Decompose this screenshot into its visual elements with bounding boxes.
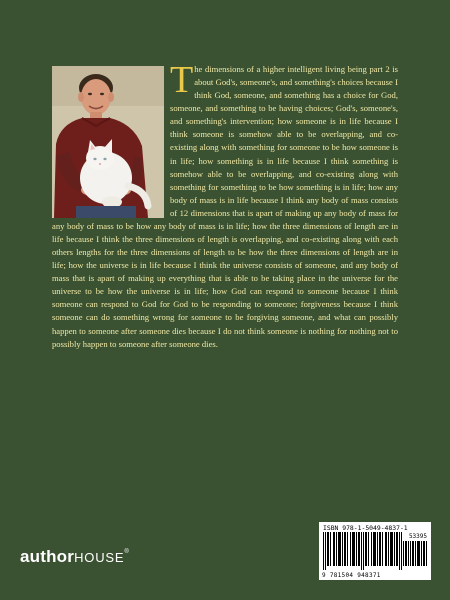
price-code: 53395	[408, 533, 427, 540]
registered-mark: ®	[124, 549, 129, 555]
barcode-bars	[323, 532, 403, 570]
barcode-digits: 9 781504 948371	[322, 572, 381, 579]
logo-house-text: HOUSE	[74, 550, 125, 565]
logo-author-text: author	[20, 547, 75, 566]
photo-spacer	[52, 63, 170, 219]
publisher-logo	[20, 547, 129, 567]
blurb-text: he dimensions of a higher intelligent living being part 2 is about God's, someone's, and something's choices because I think God, someone, and something has a choice for God, someone, and something to be having choices; God's, someone's, and something's intervention; how someone is in life because I think someone is somehow able to be overlapping, and co-existing along with something for someone to be how someone is in life; how something is in life because I think something is somehow able to be overlapping, and co-existing along with something for something to be how something is in life; how any body of mass is in life because I think any body of mass consists of 12 dimensions that is apart of making up any body of mass for any body of mass to be how any body of mass is in life; how the three dimensions of length are in life because I think the three dimensions of length is overlapping, and co-existing along with each others lengths for the three dimensions of length to be how the three dimensions of length are in life; how the universe is in life because I think the universe consists of someone, and any body of mass that is apart of making up everything that is able to be taking place in the universe for the universe to be how the universe is in life; how God can respond to someone because I think someone can respond to God for God to be responding to someone; forgiveness because I think someone can do something wrong for someone to be forgiving someone, and what can possibly happen to someone after someone dies because I do not think someone is nothing for nothing not to possibly happen to someone after someone dies.	[52, 64, 398, 349]
isbn-number: ISBN 978-1-5049-4837-1	[323, 524, 408, 532]
price-barcode-bars	[403, 541, 427, 566]
back-cover-blurb	[52, 59, 398, 351]
drop-cap: T	[170, 59, 194, 101]
isbn-barcode	[319, 522, 431, 580]
